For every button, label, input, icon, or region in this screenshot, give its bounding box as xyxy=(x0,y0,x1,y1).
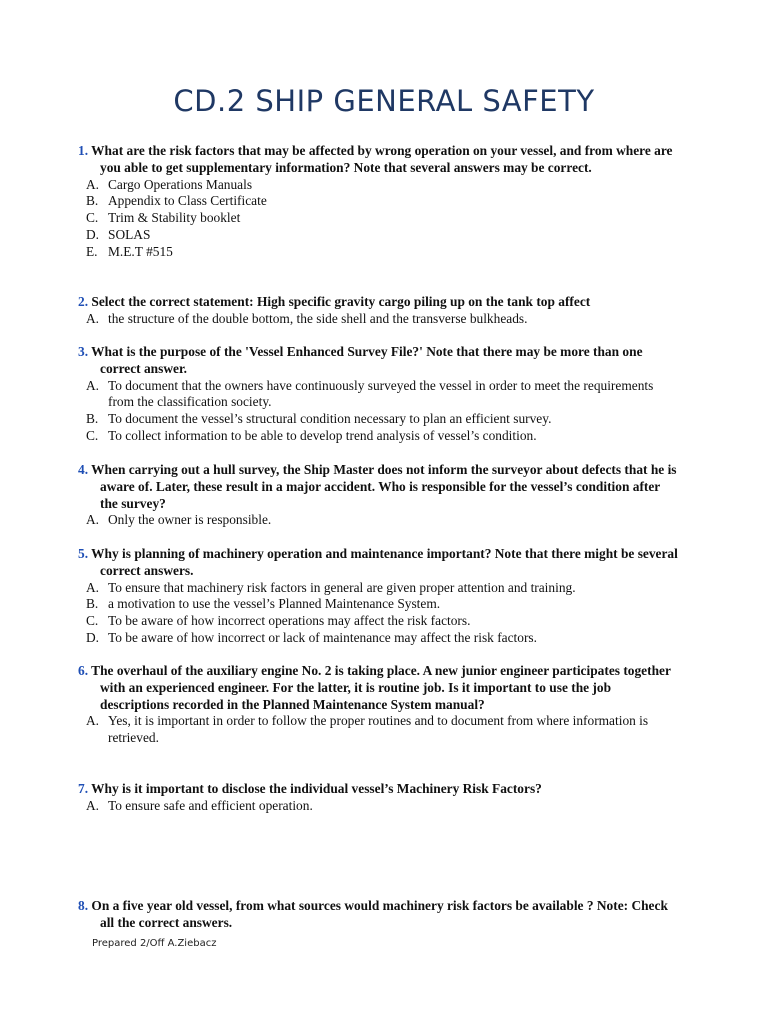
question-block xyxy=(78,294,698,328)
answer-option: A. Cargo Operations Manuals xyxy=(86,176,253,192)
question-block xyxy=(78,143,678,261)
answer-option: C. To be aware of how incorrect operations may affect the risk factors. xyxy=(86,613,471,629)
question-text: 4. When carrying out a hull survey, the Ship Master does not inform the surveyor about defects that he is aware of. Later, these result in a major accident. Who is responsible for the vessel’s condition after the survey? xyxy=(78,462,677,511)
answer-option: B. a motivation to use the vessel’s Planned Maintenance System. xyxy=(86,596,441,612)
page-title: CD.2 SHIP GENERAL SAFETY xyxy=(173,84,595,118)
answer-option: C. To collect information to be able to develop trend analysis of vessel’s condition. xyxy=(86,427,537,443)
question-block xyxy=(78,781,678,815)
answer-option: D. To be aware of how incorrect or lack of maintenance may affect the risk factors. xyxy=(86,629,537,645)
question-text: 7. Why is it important to disclose the individual vessel’s Machinery Risk Factors? xyxy=(78,781,542,796)
answer-option: E. M.E.T #515 xyxy=(86,243,173,259)
answer-option: A. Yes, it is important in order to follow the proper routines and to document from where information is retrieved. xyxy=(86,713,649,746)
answer-option: A. To document that the owners have continuously surveyed the vessel in order to meet the requirements from the classification society. xyxy=(86,377,654,410)
answer-option: B. To document the vessel’s structural condition necessary to plan an efficient survey. xyxy=(86,411,552,427)
question-number: 5. xyxy=(78,546,89,561)
question-text: 2. Select the correct statement: High specific gravity cargo piling up on the tank top affect xyxy=(78,294,591,309)
question-block xyxy=(78,462,678,529)
question-block xyxy=(78,663,678,747)
question-text: 3. What is the purpose of the 'Vessel Enhanced Survey File?' Note that there may be more than one correct answer. xyxy=(78,344,643,376)
answer-option: A. the structure of the double bottom, the side shell and the transverse bulkheads. xyxy=(86,310,528,326)
answer-option: B. Appendix to Class Certificate xyxy=(86,193,267,209)
question-text: 6. The overhaul of the auxiliary engine No. 2 is taking place. A new junior engineer participates together with an experienced engineer. For the latter, it is routine job. Is it important to use the job descriptions recorded in the Planned Maintenance System manual? xyxy=(78,663,671,712)
question-number: 7. xyxy=(78,781,89,796)
question-number: 3. xyxy=(78,344,89,359)
answer-option: A. To ensure that machinery risk factors in general are given proper attention and training. xyxy=(86,579,576,595)
question-number: 6. xyxy=(78,663,89,678)
question-number: 4. xyxy=(78,462,89,477)
question-text: 5. Why is planning of machinery operation and maintenance important? Note that there might be several correct answers. xyxy=(78,546,678,578)
answer-option: D. SOLAS xyxy=(86,226,151,242)
answer-option: C. Trim & Stability booklet xyxy=(86,210,241,226)
question-block xyxy=(78,898,678,932)
question-number: 8. xyxy=(78,898,89,913)
answer-option: A. To ensure safe and efficient operation. xyxy=(86,797,313,813)
question-text: 1. What are the risk factors that may be affected by wrong operation on your vessel, and from where are you able to get supplementary information? Note that several answers may be correct. xyxy=(78,143,673,175)
footer-prepared-by: Prepared 2/Off A.Ziebacz xyxy=(92,938,217,949)
answer-option: A. Only the owner is responsible. xyxy=(86,512,272,528)
question-number: 1. xyxy=(78,143,89,158)
question-number: 2. xyxy=(78,294,89,309)
question-text: 8. On a five year old vessel, from what sources would machinery risk factors be available ? Note: Check all the correct answers. xyxy=(78,898,668,930)
question-block xyxy=(78,546,678,647)
question-block xyxy=(78,344,678,445)
